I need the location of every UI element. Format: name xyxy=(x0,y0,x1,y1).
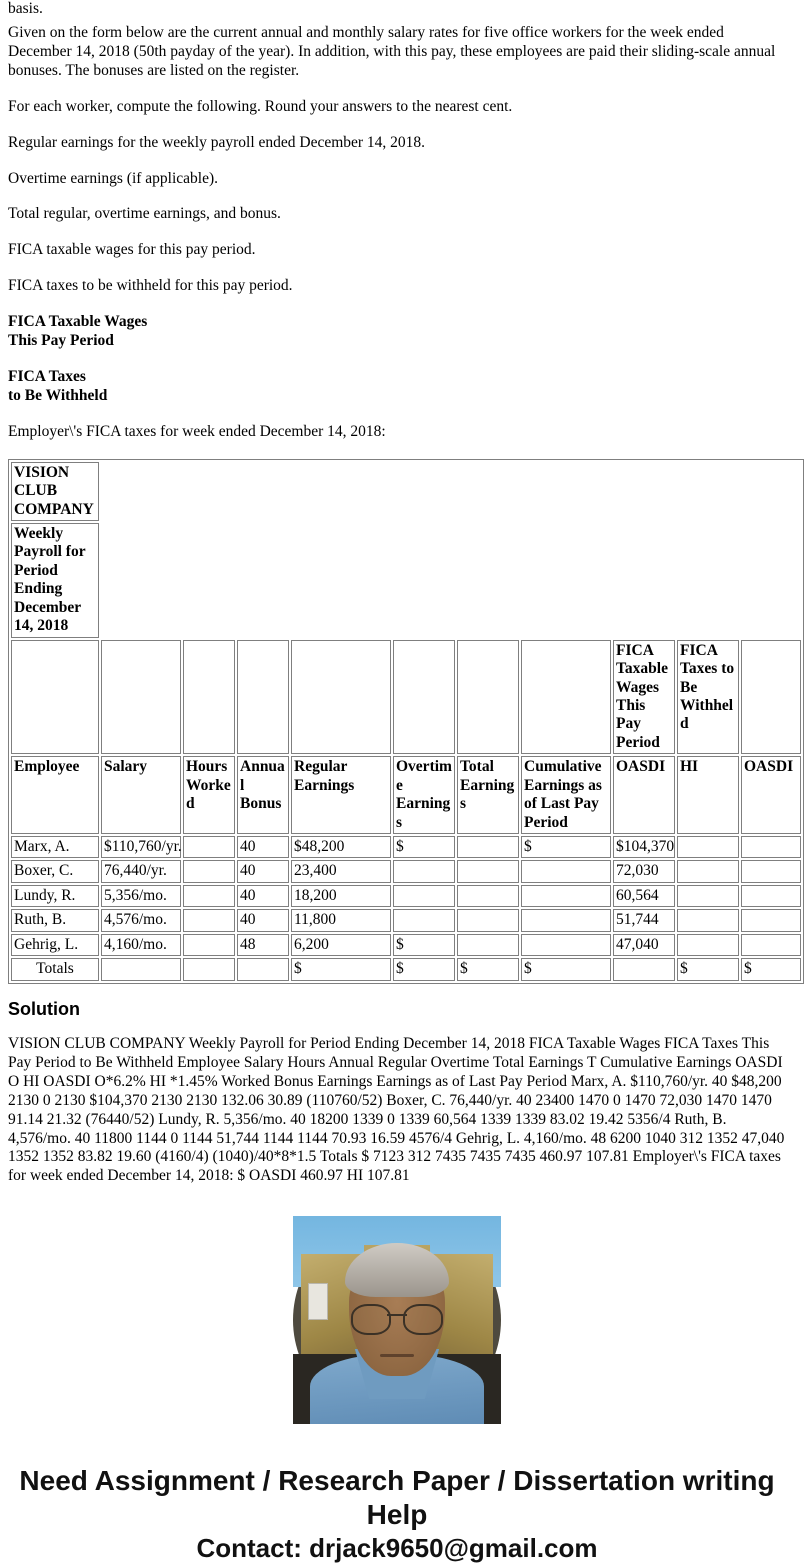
payroll-register-table xyxy=(8,459,804,984)
cell-overtime-earnings[interactable] xyxy=(393,885,455,907)
spacer xyxy=(8,442,786,459)
employer-fica-line: Employer\'s FICA taxes for week ended December 14, 2018: xyxy=(8,422,386,440)
solution-text: VISION CLUB COMPANY Weekly Payroll for Period Ending December 14, 2018 FICA Taxable Wages FICA Taxes This Pay Period to Be Withheld Employee Salary Hours Annual Regular Overtime Total Earnings T Cumulative Earnings OASDI O HI OASDI O*6.2% HI *1.45% Worked Bonus Earnings Earnings as of Last Pay Period Marx, A. $110,760/yr. 40 $48,200 2130 0 2130 $104,370 2130 2130 132.06 30.89 (110760/52) Boxer, C. 76,440/yr. 40 23400 1470 0 1470 72,030 1470 1470 91.14 21.32 (76440/52) Lundy, R. 5,356/mo. 40 18200 1339 0 1339 60,564 1339 1339 83.02 19.42 5356/4 Ruth, B. 4,576/mo. 40 11800 1144 0 1144 51,744 1144 1144 70.93 16.59 4576/4 Gehrig, L. 4,160/mo. 48 6200 1040 312 1352 47,040 1352 1352 83.82 19.60 (4160/4) (1040)/40*8*1.5 Totals $ 7123 312 7435 7435 7435 460.97 107.81 Employer\'s FICA taxes for week ended December 14, 2018: $ OASDI 460.97 HI 107.81 xyxy=(8,1035,785,1185)
cell-regular-earnings: 23,400 xyxy=(291,860,391,882)
cell-hi-wages[interactable] xyxy=(677,860,739,882)
cell-oasdi-tax[interactable] xyxy=(741,909,801,931)
cell-totals-total-earnings[interactable]: $ xyxy=(457,958,519,980)
column-header-hours-worked: Hours Worked xyxy=(183,756,235,834)
cell-hi-wages[interactable] xyxy=(677,885,739,907)
cell-cumulative-earnings[interactable]: $ xyxy=(521,836,611,858)
group-header-blank-4 xyxy=(291,640,391,755)
cell-oasdi-wages: 60,564 xyxy=(613,885,675,907)
cell-employee: Lundy, R. xyxy=(11,885,99,907)
intro-paragraph-5: Total regular, overtime earnings, and bonus. xyxy=(8,205,281,223)
cell-total-earnings[interactable] xyxy=(457,885,519,907)
spacer xyxy=(8,153,786,170)
group-header-blank-5 xyxy=(393,640,455,755)
table-row xyxy=(11,909,801,931)
cell-total-earnings[interactable] xyxy=(457,934,519,956)
heading-fica-taxable-wages-line2: This Pay Period xyxy=(8,332,114,350)
cell-totals-oasdi-tax[interactable]: $ xyxy=(741,958,801,980)
spacer xyxy=(8,296,786,313)
spacer xyxy=(8,1186,786,1216)
cell-annual-bonus: 40 xyxy=(237,909,289,931)
clipped-top-line: basis. xyxy=(8,0,43,17)
register-column-header-row xyxy=(11,756,801,834)
spacer xyxy=(8,1430,786,1464)
solution-heading: Solution xyxy=(8,998,80,1019)
cell-totals-regular-earnings[interactable]: $ xyxy=(291,958,391,980)
register-company-row xyxy=(11,462,801,521)
column-header-annual-bonus: Annual Bonus xyxy=(237,756,289,834)
cell-regular-earnings: $48,200 xyxy=(291,836,391,858)
group-header-blank-2 xyxy=(183,640,235,755)
column-header-regular-earnings: Regular Earnings xyxy=(291,756,391,834)
cell-regular-earnings: 18,200 xyxy=(291,885,391,907)
spacer xyxy=(8,8,786,24)
group-header-blank-7 xyxy=(521,640,611,755)
heading-fica-taxes-line1: FICA Taxes xyxy=(8,367,86,385)
cell-overtime-earnings[interactable] xyxy=(393,909,455,931)
intro-paragraph-1: Given on the form below are the current annual and monthly salary rates for five office workers for the week ended December 14, 2018 (50th payday of the year). In addition, with this pay, these employees are paid their sliding-scale annual bonuses. The bonuses are listed on the register. xyxy=(8,24,776,79)
cell-oasdi-wages: $104,370 xyxy=(613,836,675,858)
promo-block xyxy=(8,1464,786,1564)
intro-paragraph-7: FICA taxes to be withheld for this pay period. xyxy=(8,277,293,295)
group-header-blank-6 xyxy=(457,640,519,755)
cell-total-earnings[interactable] xyxy=(457,860,519,882)
cell-total-earnings[interactable] xyxy=(457,836,519,858)
cell-employee: Boxer, C. xyxy=(11,860,99,882)
cell-cumulative-earnings[interactable] xyxy=(521,860,611,882)
cell-annual-bonus: 40 xyxy=(237,885,289,907)
cell-totals-label: Totals xyxy=(11,958,99,980)
group-header-blank-0 xyxy=(11,640,99,755)
table-totals-row xyxy=(11,958,801,980)
intro-paragraph-6: FICA taxable wages for this pay period. xyxy=(8,241,256,259)
avatar-eyeglass-right xyxy=(403,1304,442,1335)
spacer xyxy=(8,260,786,277)
cell-hi-wages[interactable] xyxy=(677,836,739,858)
column-header-cumulative-earnings: Cumulative Earnings as of Last Pay Period xyxy=(521,756,611,834)
cell-hi-wages[interactable] xyxy=(677,934,739,956)
group-header-blank-1 xyxy=(101,640,181,755)
heading-fica-taxes-line2: to Be Withheld xyxy=(8,386,108,404)
avatar-background-switch xyxy=(308,1283,329,1320)
cell-annual-bonus: 40 xyxy=(237,860,289,882)
cell-overtime-earnings[interactable]: $ xyxy=(393,836,455,858)
cell-annual-bonus: 48 xyxy=(237,934,289,956)
cell-total-earnings[interactable] xyxy=(457,909,519,931)
cell-employee: Ruth, B. xyxy=(11,909,99,931)
cell-totals-overtime-earnings[interactable]: $ xyxy=(393,958,455,980)
register-subtitle-row xyxy=(11,523,801,638)
cell-salary: 5,356/mo. xyxy=(101,885,181,907)
column-header-total-earnings: Total Earnings xyxy=(457,756,519,834)
cell-employee: Gehrig, L. xyxy=(11,934,99,956)
spacer xyxy=(8,1021,786,1035)
cell-salary: $110,760/yr. xyxy=(101,836,181,858)
company-name-cell: VISION CLUB COMPANY xyxy=(11,462,99,521)
cell-oasdi-tax[interactable] xyxy=(741,934,801,956)
table-row xyxy=(11,885,801,907)
promo-headline: Need Assignment / Research Paper / Dissertation writing Help xyxy=(19,1465,775,1530)
register-subtitle-cell: Weekly Payroll for Period Ending December 14, 2018 xyxy=(11,523,99,638)
intro-paragraph-3: Regular earnings for the weekly payroll ended December 14, 2018. xyxy=(8,133,426,151)
promo-contact[interactable]: Contact: drjack9650@gmail.com xyxy=(196,1533,598,1564)
cell-totals-salary xyxy=(101,958,181,980)
table-row xyxy=(11,860,801,882)
column-header-employee: Employee xyxy=(11,756,99,834)
group-header-blank-3 xyxy=(237,640,289,755)
register-group-header-row xyxy=(11,640,801,755)
cell-totals-oasdi-wages xyxy=(613,958,675,980)
avatar-eyeglass-left xyxy=(351,1304,390,1335)
column-header-salary: Salary xyxy=(101,756,181,834)
spacer xyxy=(8,351,786,368)
cell-hi-wages[interactable] xyxy=(677,909,739,931)
intro-paragraph-2: For each worker, compute the following. Round your answers to the nearest cent. xyxy=(8,97,513,115)
cell-oasdi-tax[interactable] xyxy=(741,860,801,882)
cell-totals-annual-bonus[interactable] xyxy=(237,958,289,980)
cell-oasdi-wages: 47,040 xyxy=(613,934,675,956)
cell-cumulative-earnings[interactable] xyxy=(521,934,611,956)
cell-hours-worked[interactable] xyxy=(183,909,235,931)
group-header-fica-taxes-withheld: FICA Taxes to Be Withheld xyxy=(677,640,739,755)
cell-cumulative-earnings[interactable] xyxy=(521,909,611,931)
spacer xyxy=(8,81,786,98)
spacer xyxy=(8,224,786,241)
table-row xyxy=(11,934,801,956)
cell-hours-worked[interactable] xyxy=(183,860,235,882)
cell-oasdi-tax[interactable] xyxy=(741,836,801,858)
cell-salary: 4,576/mo. xyxy=(101,909,181,931)
heading-fica-taxable-wages-line1: FICA Taxable Wages xyxy=(8,313,148,331)
cell-regular-earnings: 11,800 xyxy=(291,909,391,931)
cell-hours-worked[interactable] xyxy=(183,885,235,907)
cell-cumulative-earnings[interactable] xyxy=(521,885,611,907)
spacer xyxy=(8,984,786,998)
spacer xyxy=(8,188,786,205)
cell-salary: 4,160/mo. xyxy=(101,934,181,956)
cell-annual-bonus: 40 xyxy=(237,836,289,858)
cell-oasdi-tax[interactable] xyxy=(741,885,801,907)
group-header-fica-taxable-wages: FICA Taxable Wages This Pay Period xyxy=(613,640,675,755)
cell-oasdi-wages: 51,744 xyxy=(613,909,675,931)
intro-paragraph-4: Overtime earnings (if applicable). xyxy=(8,169,219,187)
column-header-overtime-earnings: Overtime Earnings xyxy=(393,756,455,834)
cell-oasdi-wages: 72,030 xyxy=(613,860,675,882)
spacer xyxy=(8,117,786,134)
author-photo-container xyxy=(8,1216,786,1430)
cell-hours-worked[interactable] xyxy=(183,934,235,956)
cell-overtime-earnings[interactable] xyxy=(393,860,455,882)
cell-hours-worked[interactable] xyxy=(183,836,235,858)
column-header-hi-wages: HI xyxy=(677,756,739,834)
cell-totals-cumulative-earnings[interactable]: $ xyxy=(521,958,611,980)
cell-salary: 76,440/yr. xyxy=(101,860,181,882)
column-header-oasdi-tax: OASDI xyxy=(741,756,801,834)
table-row xyxy=(11,836,801,858)
cell-employee: Marx, A. xyxy=(11,836,99,858)
cell-overtime-earnings[interactable]: $ xyxy=(393,934,455,956)
spacer xyxy=(8,406,786,423)
cell-regular-earnings: 6,200 xyxy=(291,934,391,956)
cell-totals-hi-wages[interactable]: $ xyxy=(677,958,739,980)
avatar-mouth xyxy=(380,1354,413,1357)
avatar-eyeglass-bridge xyxy=(387,1314,408,1316)
company-row-filler xyxy=(101,462,801,521)
group-header-blank-10 xyxy=(741,640,801,755)
avatar xyxy=(293,1216,501,1424)
column-header-oasdi-wages: OASDI xyxy=(613,756,675,834)
subtitle-row-filler xyxy=(101,523,801,638)
cell-totals-hours-worked xyxy=(183,958,235,980)
